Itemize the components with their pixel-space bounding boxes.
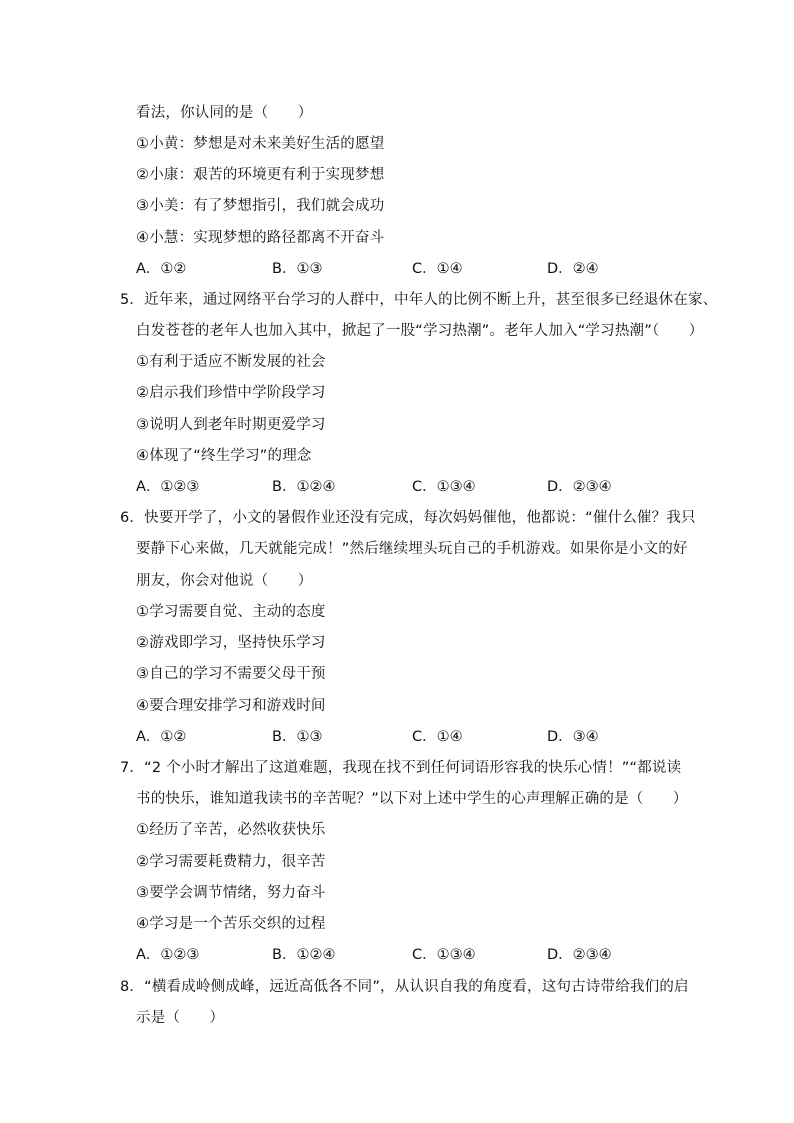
q6-option-d: D．③④ bbox=[547, 729, 599, 745]
q6-item-1: ①学习需要自觉、主动的态度 bbox=[136, 604, 326, 620]
q4-item-1: ①小黄：梦想是对未来美好生活的愿望 bbox=[136, 136, 385, 152]
q8-stem-line-1: 8．“横看成岭侧成峰，远近高低各不同”，从认识自我的角度看，这句古诗带给我们的启 bbox=[120, 979, 689, 995]
q4-option-a: A．①② bbox=[136, 261, 187, 277]
q6-option-c: C．①④ bbox=[412, 729, 463, 745]
q5-item-3: ③说明人到老年时期更爱学习 bbox=[136, 417, 326, 433]
q5-option-c: C．①③④ bbox=[412, 479, 476, 495]
q4-option-b: B．①③ bbox=[272, 261, 323, 277]
q5-item-2: ②启示我们珍惜中学阶段学习 bbox=[136, 385, 326, 401]
q6-stem-line-3: 朋友，你会对他说（ ） bbox=[136, 573, 313, 589]
q7-stem-line-1: 7．“2 个小时才解出了这道难题，我现在找不到任何词语形容我的快乐心情！”“都说读 bbox=[120, 760, 682, 776]
q7-option-a: A．①②③ bbox=[136, 947, 200, 963]
q7-option-b: B．①②④ bbox=[272, 947, 336, 963]
q7-item-4: ④学习是一个苦乐交织的过程 bbox=[136, 916, 326, 932]
q6-option-b: B．①③ bbox=[272, 729, 323, 745]
q6-item-4: ④要合理安排学习和游戏时间 bbox=[136, 698, 326, 714]
q4-item-4: ④小慧：实现梦想的路径都离不开奋斗 bbox=[136, 230, 385, 246]
q5-option-d: D．②③④ bbox=[547, 479, 612, 495]
q5-item-4: ④体现了“终生学习”的理念 bbox=[136, 448, 312, 464]
q8-stem-line-2: 示是（ ） bbox=[136, 1010, 225, 1026]
q7-option-c: C．①③④ bbox=[412, 947, 476, 963]
q6-stem-line-2: 要静下心来做，几天就能完成！”然后继续埋头玩自己的手机游戏。如果你是小文的好 bbox=[136, 541, 688, 557]
q7-item-3: ③要学会调节情绪，努力奋斗 bbox=[136, 885, 326, 901]
q4-item-2: ②小康：艰苦的环境更有利于实现梦想 bbox=[136, 167, 385, 183]
q7-item-1: ①经历了辛苦，必然收获快乐 bbox=[136, 822, 326, 838]
q7-item-2: ②学习需要耗费精力，很辛苦 bbox=[136, 854, 326, 870]
q4-stem-tail: 看法，你认同的是（ ） bbox=[136, 105, 313, 121]
q7-stem-line-2: 书的快乐，谁知道我读书的辛苦呢？”以下对上述中学生的心声理解正确的是（ ） bbox=[136, 791, 688, 807]
q5-stem-line-2: 白发苍苍的老年人也加入其中，掀起了一股“学习热潮”。老年人加入“学习热潮”（ ） bbox=[136, 323, 704, 339]
q6-option-a: A．①② bbox=[136, 729, 187, 745]
q5-option-a: A．①②③ bbox=[136, 479, 200, 495]
q4-option-d: D．②④ bbox=[547, 261, 599, 277]
q6-item-2: ②游戏即学习，坚持快乐学习 bbox=[136, 635, 326, 651]
q6-item-3: ③自己的学习不需要父母干预 bbox=[136, 666, 326, 682]
q6-stem-line-1: 6．快要开学了，小文的暑假作业还没有完成，每次妈妈催他，他都说：“催什么催？我只 bbox=[120, 510, 696, 526]
q7-option-d: D．②③④ bbox=[547, 947, 612, 963]
q5-option-b: B．①②④ bbox=[272, 479, 336, 495]
q4-option-c: C．①④ bbox=[412, 261, 463, 277]
q4-item-3: ③小美：有了梦想指引，我们就会成功 bbox=[136, 198, 385, 214]
q5-stem-line-1: 5．近年来，通过网络平台学习的人群中，中年人的比例不断上升，甚至很多已经退休在家、 bbox=[120, 292, 718, 308]
q5-item-1: ①有利于适应不断发展的社会 bbox=[136, 354, 326, 370]
